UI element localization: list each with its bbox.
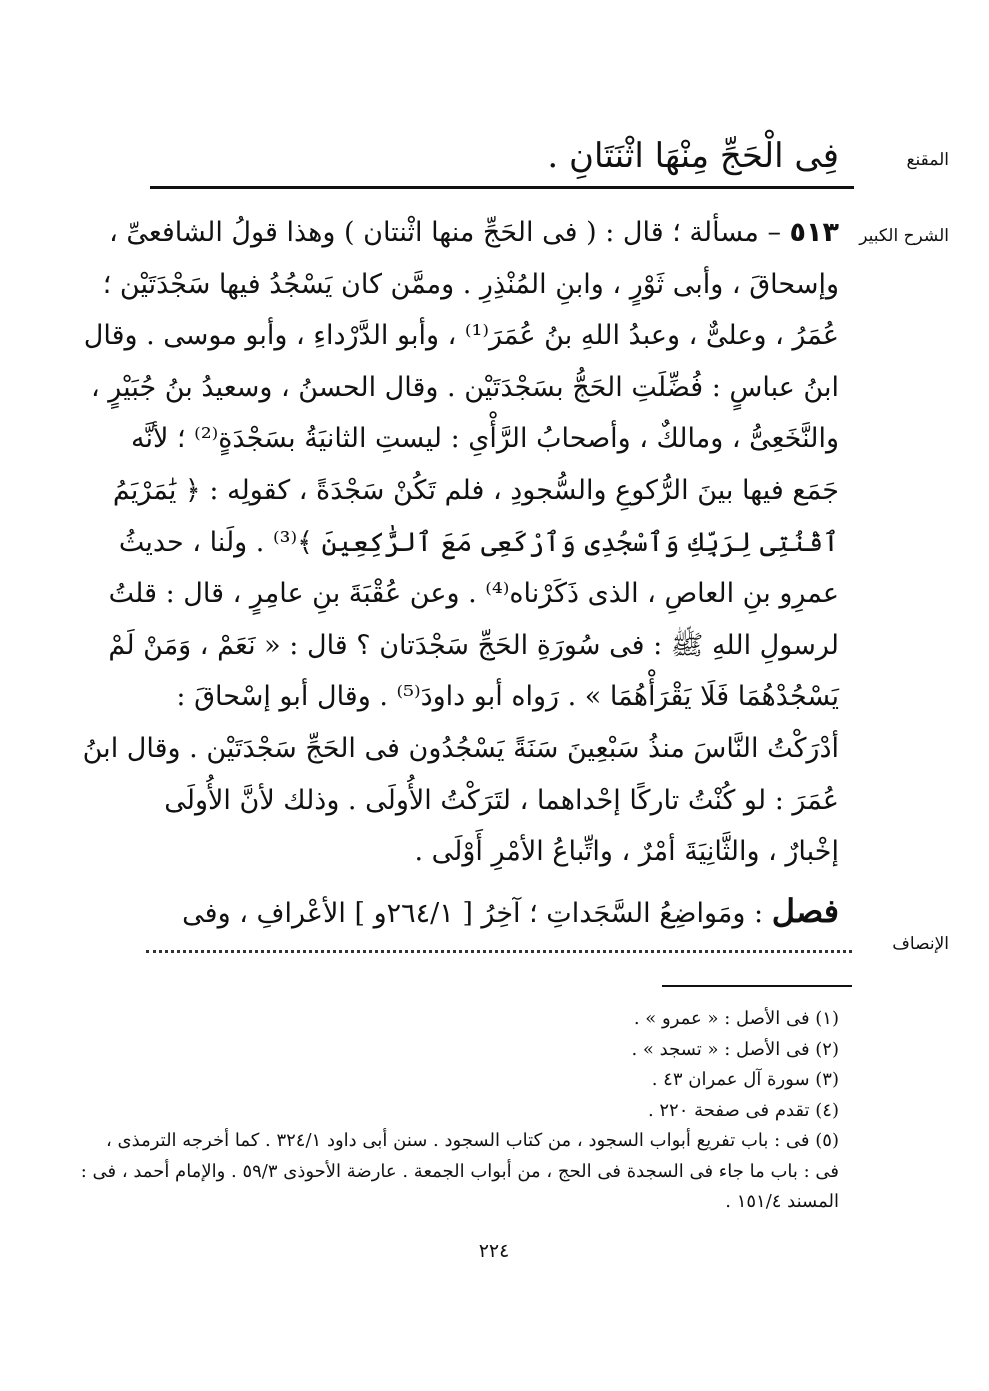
margin-label-insaf: الإنصاف (892, 934, 949, 954)
footnotes (80, 1004, 839, 1218)
fasl-heading: فصل (771, 891, 839, 930)
margin-label-muqni: المقنع (906, 150, 949, 170)
fasl-line: فصل : ومَواضِعُ السَّجَداتِ ؛ آخِرُ [ ٢٦٤/١و ] الأعْرافِ ، وفى (182, 891, 839, 930)
page-number: ٢٢٤ (478, 1240, 510, 1262)
footnote: (٢) فى الأصل : « تسجد » . (631, 1038, 839, 1060)
footnote: المسند ١٥١/٤ . (725, 1191, 839, 1212)
sharh-body (82, 207, 839, 937)
sharh-line: والنَّخَعِىُّ ، ومالكٌ ، وأصحابُ الرَّأْىِ : ليستِ الثانيَةُ بسَجْدَةٍ⁽²⁾ ؛ لأنَّه (131, 423, 839, 455)
sharh-line: إخْبارٌ ، والثَّانِيَةَ أمْرٌ ، واتِّباعُ الأمْرِ أَوْلَى . (414, 836, 839, 868)
issue-number: ٥١٣ (789, 217, 839, 248)
footnote: (١) فى الأصل : « عمرو » . (633, 1008, 839, 1029)
sharh-line: لرسولِ اللهِ ﷺ : فى سُورَةِ الحَجِّ سَجْدَتان ؟ قال : « نَعَمْ ، وَمَنْ لَمْ (108, 629, 839, 661)
sharh-line: يَسْجُدْهُمَا فَلَا يَقْرَأْهُمَا » . رَواه أبو داودَ⁽⁵⁾ . وقال أبو إسْحاقَ : (176, 681, 839, 713)
sharh-line: جَمَع فيها بينَ الرُّكوعِ والسُّجودِ ، فلم تَكُنْ سَجْدَةً ، كقولِه : ﴿ يَٰمَرْيَمُ (112, 474, 839, 506)
sharh-line: عُمَرُ ، وعلىٌّ ، وعبدُ اللهِ بنُ عُمَرَ⁽¹⁾ ، وأبو الدَّرْداءِ ، وأبو موسى . وقال (83, 320, 839, 352)
footnote: (٣) سورة آل عمران ٤٣ . (651, 1069, 839, 1090)
insaf-dotted-line (146, 950, 852, 953)
sharh-line: وإسحاقَ ، وأبى ثَوْرٍ ، وابنِ المُنْذِرِ . وممَّن كان يَسْجُدُ فيها سَجْدَتَيْن ؛ (102, 268, 839, 300)
matn-text: فِى الْحَجِّ مِنْهَا اثْنَتَانِ . (547, 136, 839, 176)
sharh-line: ٱقْنُتِى لِرَبِّكِ وَٱسْجُدِى وَٱرْكَعِى مَعَ ٱلرَّٰكِعِينَ ﴾⁽³⁾ . ولَنا ، حديثُ (118, 526, 839, 558)
sharh-line: أدْرَكْتُ النَّاسَ منذُ سَبْعِينَ سَنَةً يَسْجُدُون فى الحَجِّ سَجْدَتَيْن . وقال ابنُ (82, 732, 839, 764)
footnote: (٤) تقدم فى صفحة ٢٢٠ . (647, 1099, 839, 1121)
footnote: فى : باب ما جاء فى السجدة فى الحج ، من أبواب الجمعة . عارضة الأحوذى ٥٩/٣ . والإمام أحمد ، فى : (80, 1160, 839, 1182)
sharh-line: عُمَرَ : لو كُنْتُ تاركًا إحْداهما ، لتَرَكْتُ الأُولَى . وذلك لأنَّ الأُولَى (164, 784, 839, 816)
sharh-line: ابنُ عباسٍ : فُضِّلَتِ الحَجُّ بسَجْدَتَيْن . وقال الحسنُ ، وسعيدُ بنُ جُبَيْرٍ ، (90, 371, 839, 403)
sharh-line: عمرِو بنِ العاصِ ، الذى ذَكَرْناه⁽⁴⁾ . وعن عُقْبَةَ بنِ عامِرٍ ، قال : قلتُ (108, 578, 839, 610)
margin-label-sharh: الشرح الكبير (859, 226, 949, 246)
matn-divider (150, 186, 854, 189)
footnote: (٥) فى : باب تفريع أبواب السجود ، من كتاب السجود . سنن أبى داود ٣٢٤/١ . كما أخرجه الترمذى ، (106, 1130, 839, 1151)
sharh-line: ٥١٣ – مسألة ؛ قال : ( فى الحَجِّ منها اثْنتان ) وهذا قولُ الشافعىِّ ، (109, 217, 839, 248)
footnote-divider (662, 985, 852, 987)
